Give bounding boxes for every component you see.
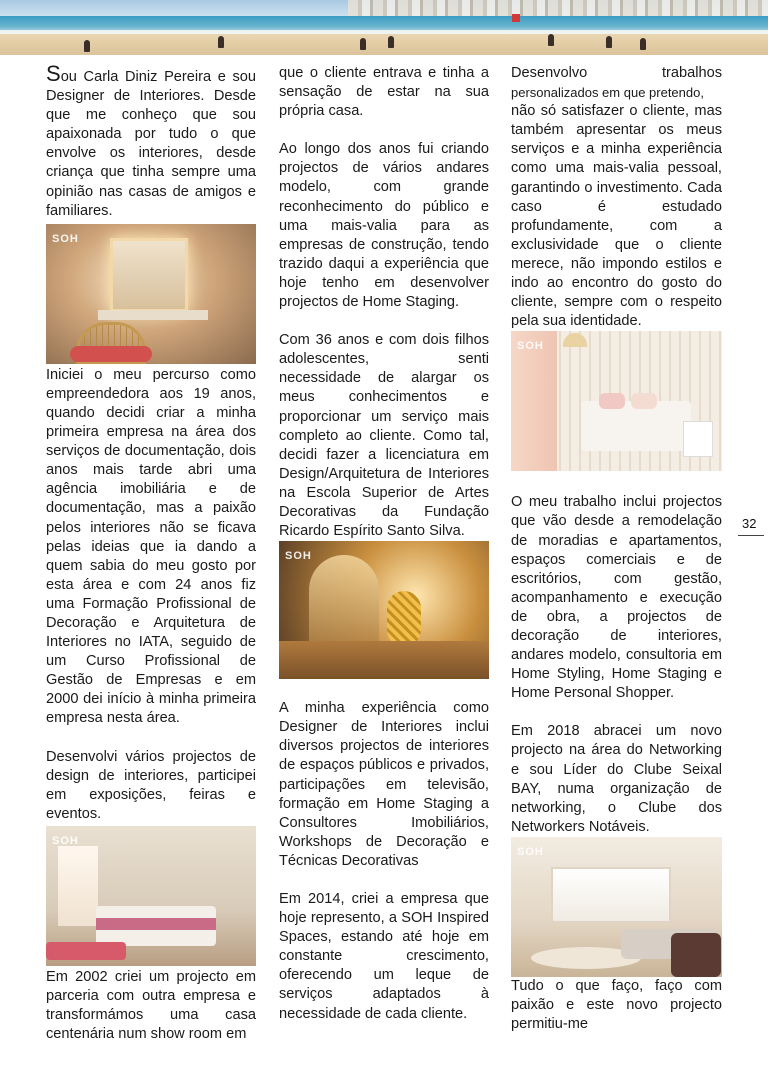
projects-paragraph: Desenvolvi vários projectos de design de interiores, participei em exposições, feiras e eventos. (46, 748, 256, 822)
passion-paragraph: Tudo o que faço, faço com paixão e este novo projecto permitiu-me (511, 977, 722, 1033)
photo-pink-bedroom (46, 826, 256, 966)
photo-living-room (511, 837, 722, 977)
photo-gold-decor (279, 541, 489, 679)
shelf-shape (279, 641, 489, 679)
photo-vanity-room (46, 224, 256, 364)
model-projects-paragraph: Ao longo dos anos fui criando projectos de vários andares modelo, com grande reconhecimento do público e uma mais-valia para as empresas de construção, tendo trazido daqui a experiência que hoje tenho em desenvolver projectos de Home Staging. (279, 141, 489, 311)
pillow-shape (599, 393, 625, 409)
pineapple-shape (387, 591, 421, 647)
networking-paragraph: Em 2018 abracei um novo projecto na área do Networking e sou Líder do Clube Seixal BAY, numa organização de networking, o Clube dos Networkers Notáveis. (511, 723, 722, 835)
lamp-shape (563, 333, 587, 347)
custom-work-line-1: Desenvolvo trabalhos (511, 65, 722, 81)
window-shape (58, 846, 98, 926)
mirror-arch-shape (309, 555, 379, 655)
beach-person (360, 38, 366, 50)
beach-person (606, 36, 612, 48)
showroom-paragraph: Em 2002 criei um projecto em parceria com outra empresa e transformámos uma casa centenária num show room em (46, 968, 256, 1043)
banner-sand (0, 34, 768, 55)
mirror-shape (110, 238, 188, 312)
page-number-rule (738, 535, 764, 536)
career-paragraph: Iniciei o meu percurso como empreendedora aos 19 anos, quando decidi criar a minha primeira empresa na área dos serviços de documentação, dois anos mais tarde abri uma agência imobiliária e de documentação, mas a paixão pelos interiores não se ficava pelas ideias que ia dando a quem sabia do meu gosto por esta área e com 24 anos fiz uma Formação Profissional de Decoração e Arquitetura de Interiores no IATA, seguido de um Curso Profissional de Gestão de Empresas e em 2000 dei início à minha primeira empresa nesta área. (46, 366, 256, 727)
beach-person (640, 38, 646, 50)
flag-icon (512, 14, 520, 22)
pillow-shape (631, 393, 657, 409)
soh-logo: SOH (285, 550, 312, 563)
beach-person (388, 36, 394, 48)
soh-logo: SOH (517, 340, 544, 353)
custom-work-rest: não só satisfazer o cliente, mas também apresentar os meus serviços e a minha experiência como uma mais-valia pessoal, garantindo o investimento. Cada caso é estudado profundamente, com a exclusividade que o cliente merece, não impondo estilos e indo ao encontro do gosto do cliente, sempre com o respeito pela sua identidade. (511, 103, 722, 330)
seat-shape (70, 346, 152, 362)
intro-paragraph (46, 61, 256, 221)
home-feel-paragraph: que o cliente entrava e tinha a sensação de estar na sua própria casa. (279, 65, 489, 120)
drop-cap: S (46, 61, 61, 86)
intro-text: ou Carla Diniz Pereira e sou Designer de Interiores. Desde que me conheço que sou apaixonada por tudo o que envolve os interiores, desde criança que tinha sempre uma opinião nas casas de amigos e familiares. (46, 69, 256, 219)
degree-paragraph: Com 36 anos e com dois filhos adolescentes, senti necessidade de alargar os meus conhecimentos e proporcionar um serviço mais completo ao cliente. Como tal, decidi fazer a licenciatura em Design/Arquitetura de Interiores na Escola Superior de Artes Decorativas da Fundação Ricardo Espírito Santo Silva. (279, 332, 489, 540)
photo-white-bedroom (511, 331, 722, 471)
experience-paragraph: A minha experiência como Designer de Interiores inclui diversos projectos de interiores de espaços públicos e privados, participações em televisão, formação em Home Staging a Consultores Imobiliários, Workshops de Decoração e Técnicas Decorativas (279, 700, 489, 869)
beach-banner (0, 0, 768, 55)
article-column-3 (511, 64, 722, 1034)
company-paragraph: Em 2014, criei a empresa que hoje represento, a SOH Inspired Spaces, estando até hoje em constante crescimento, oferecendo um leque de serviços adaptados à necessidade de cada cliente. (279, 891, 489, 1022)
nightstand-shape (683, 421, 713, 457)
beach-person (84, 40, 90, 52)
throw-shape (96, 918, 216, 930)
custom-work-line-2: personalizados em que pretendo, (511, 85, 704, 101)
page-number: 32 (742, 516, 757, 531)
article-column-2 (279, 64, 489, 1024)
armchair-shape (671, 933, 721, 977)
custom-work-paragraph (511, 64, 722, 331)
table-shape (98, 310, 208, 320)
services-paragraph: O meu trabalho inclui projectos que vão desde a remodelação de moradias e apartamentos, espaços comerciais e de escritórios, com gestão, acompanhamento e execução de obra, a projectos de decoração de interiores, andares modelo, consultoria em Home Styling, Home Staging e Home Personal Shopper. (511, 494, 722, 702)
article-column-1 (46, 61, 256, 1044)
soh-logo: SOH (517, 845, 544, 858)
beach-person (218, 36, 224, 48)
window-shape (551, 867, 671, 923)
soh-logo: SOH (52, 232, 79, 245)
bench-shape (46, 942, 126, 960)
beach-person (548, 34, 554, 46)
soh-logo: SOH (52, 834, 79, 847)
